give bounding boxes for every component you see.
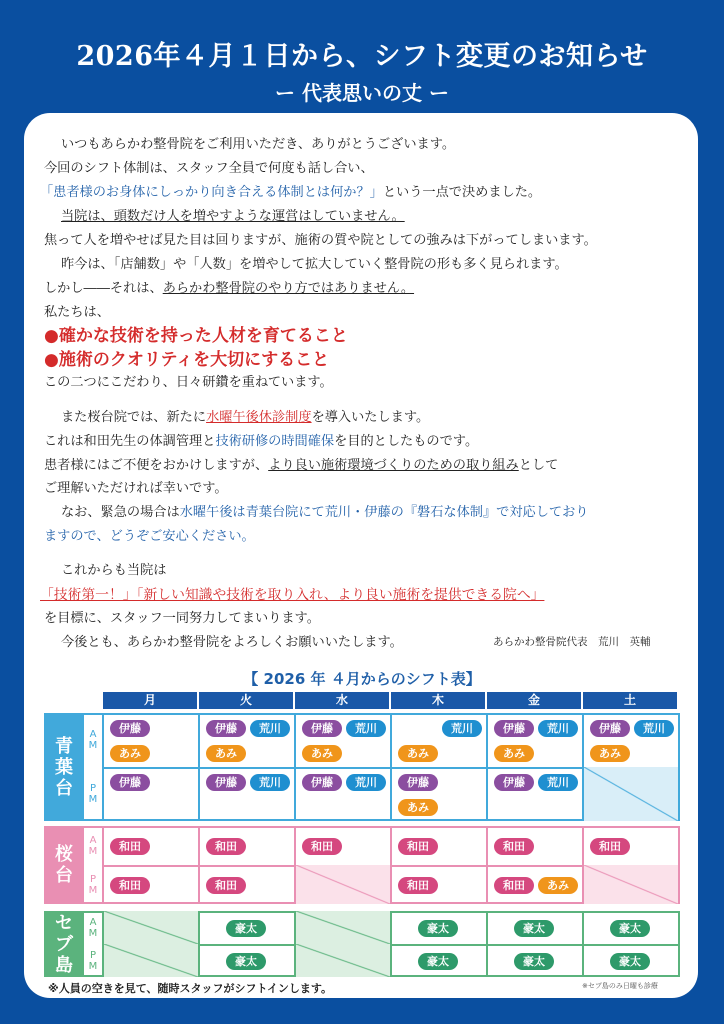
message-line (61, 501, 589, 520)
closed-cell (294, 944, 390, 977)
staff-badge: 豪太 (418, 920, 458, 937)
shift-table-title: 【 2026 年 ４月からのシフト表】 (243, 670, 481, 688)
location-label (44, 713, 84, 821)
staff-badge: 豪太 (514, 920, 554, 937)
message-line (61, 406, 429, 425)
message-text: を目的としたものです。 (334, 434, 479, 449)
am-label-char: M (88, 740, 98, 751)
location-label-char: セ (55, 912, 73, 934)
day-header: 水 (295, 692, 389, 709)
am-label-char: A (89, 916, 97, 928)
staff-badge: あみ (398, 745, 438, 762)
am-label-char: M (88, 845, 98, 857)
location-label-char: 島 (55, 954, 73, 976)
message-line: を目標に、スタッフ一同努力してまいります。 (44, 611, 320, 626)
footnote: ※人員の空きを見て、随時スタッフがシフトインします。 (48, 982, 333, 995)
staff-badge: 和田 (590, 838, 630, 855)
staff-badge: 和田 (302, 838, 342, 855)
am-label (86, 917, 100, 939)
staff-badge: 和田 (110, 838, 150, 855)
motto-line: 「技術第一！」「新しい知識や技術を取り入れ、より良い施術を提供できる院へ」 (40, 587, 545, 603)
page-title: 2026年４月１日から、シフト変更のお知らせ (76, 41, 648, 72)
message-text: しかし――それは、 (44, 281, 163, 296)
closed-cell (582, 865, 678, 904)
staff-badge: 豪太 (226, 953, 266, 970)
message-text: 患者様にはご不便をおかけしますが、 (44, 458, 269, 473)
message-line: ますので、どうぞご安心ください。 (44, 529, 255, 544)
staff-badge: あみ (110, 745, 150, 762)
pm-label-char: M (88, 794, 98, 805)
location-label-char: 台 (55, 865, 73, 886)
staff-badge: 伊藤 (302, 774, 342, 791)
pm-label (86, 874, 100, 896)
staff-badge: あみ (590, 745, 630, 762)
pm-label-char: P (89, 949, 97, 961)
day-header: 木 (391, 692, 485, 709)
message-line (44, 430, 478, 449)
closed-cell (102, 944, 198, 977)
message-line: ご理解いただければ幸いです。 (44, 481, 228, 496)
staff-badge: 荒川 (346, 720, 386, 737)
message-line: 私たちは、 (44, 305, 110, 320)
location-label-char: 桜 (55, 844, 73, 865)
day-header: 月 (103, 692, 197, 709)
message-line: 今後とも、あらかわ整骨院をよろしくお願いいたします。 (61, 635, 403, 650)
staff-badge: 荒川 (346, 774, 386, 791)
staff-badge: 豪太 (514, 953, 554, 970)
highlight-text: 水曜午後は青葉台院にて荒川・伊藤の『磐石な体制』で対応しており (179, 505, 589, 520)
staff-badge: 和田 (110, 877, 150, 894)
am-label (86, 835, 100, 857)
staff-badge: 伊藤 (590, 720, 630, 737)
staff-badge: 和田 (494, 838, 534, 855)
location-label-char: 葉 (55, 756, 73, 778)
message-line: 当院は、頭数だけ人を増やすような運営はしていません。 (61, 209, 405, 224)
goal-line: ●確かな技術を持った人材を育てること (44, 326, 348, 346)
staff-badge: 和田 (398, 877, 438, 894)
staff-badge: 豪太 (226, 920, 266, 937)
message-line: この二つにこだわり、日々研鑽を重ねています。 (44, 375, 333, 390)
location-label (44, 826, 84, 904)
staff-badge: あみ (494, 745, 534, 762)
pm-label-char: M (88, 884, 98, 896)
message-text: これは和田先生の体調管理と (44, 434, 216, 449)
staff-badge: 伊藤 (206, 720, 246, 737)
staff-badge: 伊藤 (302, 720, 342, 737)
location-label-char: ブ (55, 933, 73, 955)
highlight-text: 「患者様のお身体にしっかり向き合える体制とは何か？」 (40, 185, 383, 200)
highlight-text: 水曜午後休診制度 (206, 410, 312, 425)
staff-badge: 伊藤 (494, 720, 534, 737)
message-line: いつもあらかわ整骨院をご利用いただき、ありがとうございます。 (61, 137, 456, 152)
day-header: 土 (583, 692, 677, 709)
am-label-char: A (89, 729, 97, 740)
staff-badge: 和田 (398, 838, 438, 855)
highlight-text: 技術研修の時間確保 (215, 434, 335, 449)
staff-badge: 和田 (206, 877, 246, 894)
staff-badge: 荒川 (250, 720, 290, 737)
location-label (44, 911, 84, 977)
staff-badge: 豪太 (418, 953, 458, 970)
message-text: あらかわ整骨院のやり方ではありません。 (162, 281, 415, 296)
message-line: これからも当院は (61, 563, 167, 578)
staff-badge: あみ (302, 745, 342, 762)
location-label-char: 青 (55, 735, 73, 757)
am-label-char: M (88, 927, 98, 939)
message-line: 焦って人を増やせば見た目は回りますが、施術の質や院としての強みは下がってしまいます。 (44, 233, 597, 248)
am-label (86, 729, 100, 751)
staff-badge: 荒川 (538, 720, 578, 737)
pm-label-char: P (89, 783, 97, 794)
message-text: より良い施術環境づくりのための取り組み (268, 458, 519, 473)
staff-badge: 和田 (494, 877, 534, 894)
closed-cell (102, 911, 198, 944)
staff-badge: 荒川 (250, 774, 290, 791)
day-header: 火 (199, 692, 293, 709)
message-line: 今回のシフト体制は、スタッフ全員で何度も話し合い、 (44, 161, 374, 176)
closed-cell (294, 911, 390, 944)
staff-badge: 荒川 (538, 774, 578, 791)
am-label-char: A (89, 834, 97, 846)
staff-badge: あみ (206, 745, 246, 762)
signature: あらかわ整骨院代表 荒川 英輔 (493, 636, 651, 648)
pm-label (86, 783, 100, 805)
pm-label-char: P (89, 873, 97, 885)
message-text: また桜台院では、新たに (61, 410, 207, 425)
message-line: 昨今は、「店舗数」や「人数」を増やして拡大していく整骨院の形も多く見られます。 (61, 257, 568, 272)
staff-badge: 荒川 (442, 720, 482, 737)
pm-label-char: M (88, 960, 98, 972)
message-line (44, 277, 414, 296)
staff-badge: あみ (538, 877, 578, 894)
closed-cell (582, 767, 678, 821)
staff-badge: 豪太 (610, 953, 650, 970)
staff-badge: 伊藤 (110, 720, 150, 737)
staff-badge: 伊藤 (494, 774, 534, 791)
message-text: として (518, 458, 559, 473)
message-line (44, 454, 558, 473)
staff-badge: 荒川 (634, 720, 674, 737)
staff-badge: 伊藤 (206, 774, 246, 791)
goal-line: ●施術のクオリティを大切にすること (44, 350, 330, 370)
message-text: なお、緊急の場合は (61, 505, 180, 520)
staff-badge: 伊藤 (110, 774, 150, 791)
page-subtitle: ー 代表思いの丈 ー (275, 81, 449, 105)
staff-badge: 豪太 (610, 920, 650, 937)
staff-badge: 伊藤 (398, 774, 438, 791)
staff-badge: 和田 (206, 838, 246, 855)
closed-cell (294, 865, 390, 904)
cebu-note: ※セブ島のみ日曜も診療 (582, 982, 658, 990)
day-header: 金 (487, 692, 581, 709)
message-line (40, 181, 541, 200)
pm-label (86, 950, 100, 972)
message-text: を導入いたします。 (311, 410, 430, 425)
staff-badge: あみ (398, 799, 438, 816)
message-text: という一点で決めました。 (382, 185, 542, 200)
location-label-char: 台 (55, 777, 73, 799)
